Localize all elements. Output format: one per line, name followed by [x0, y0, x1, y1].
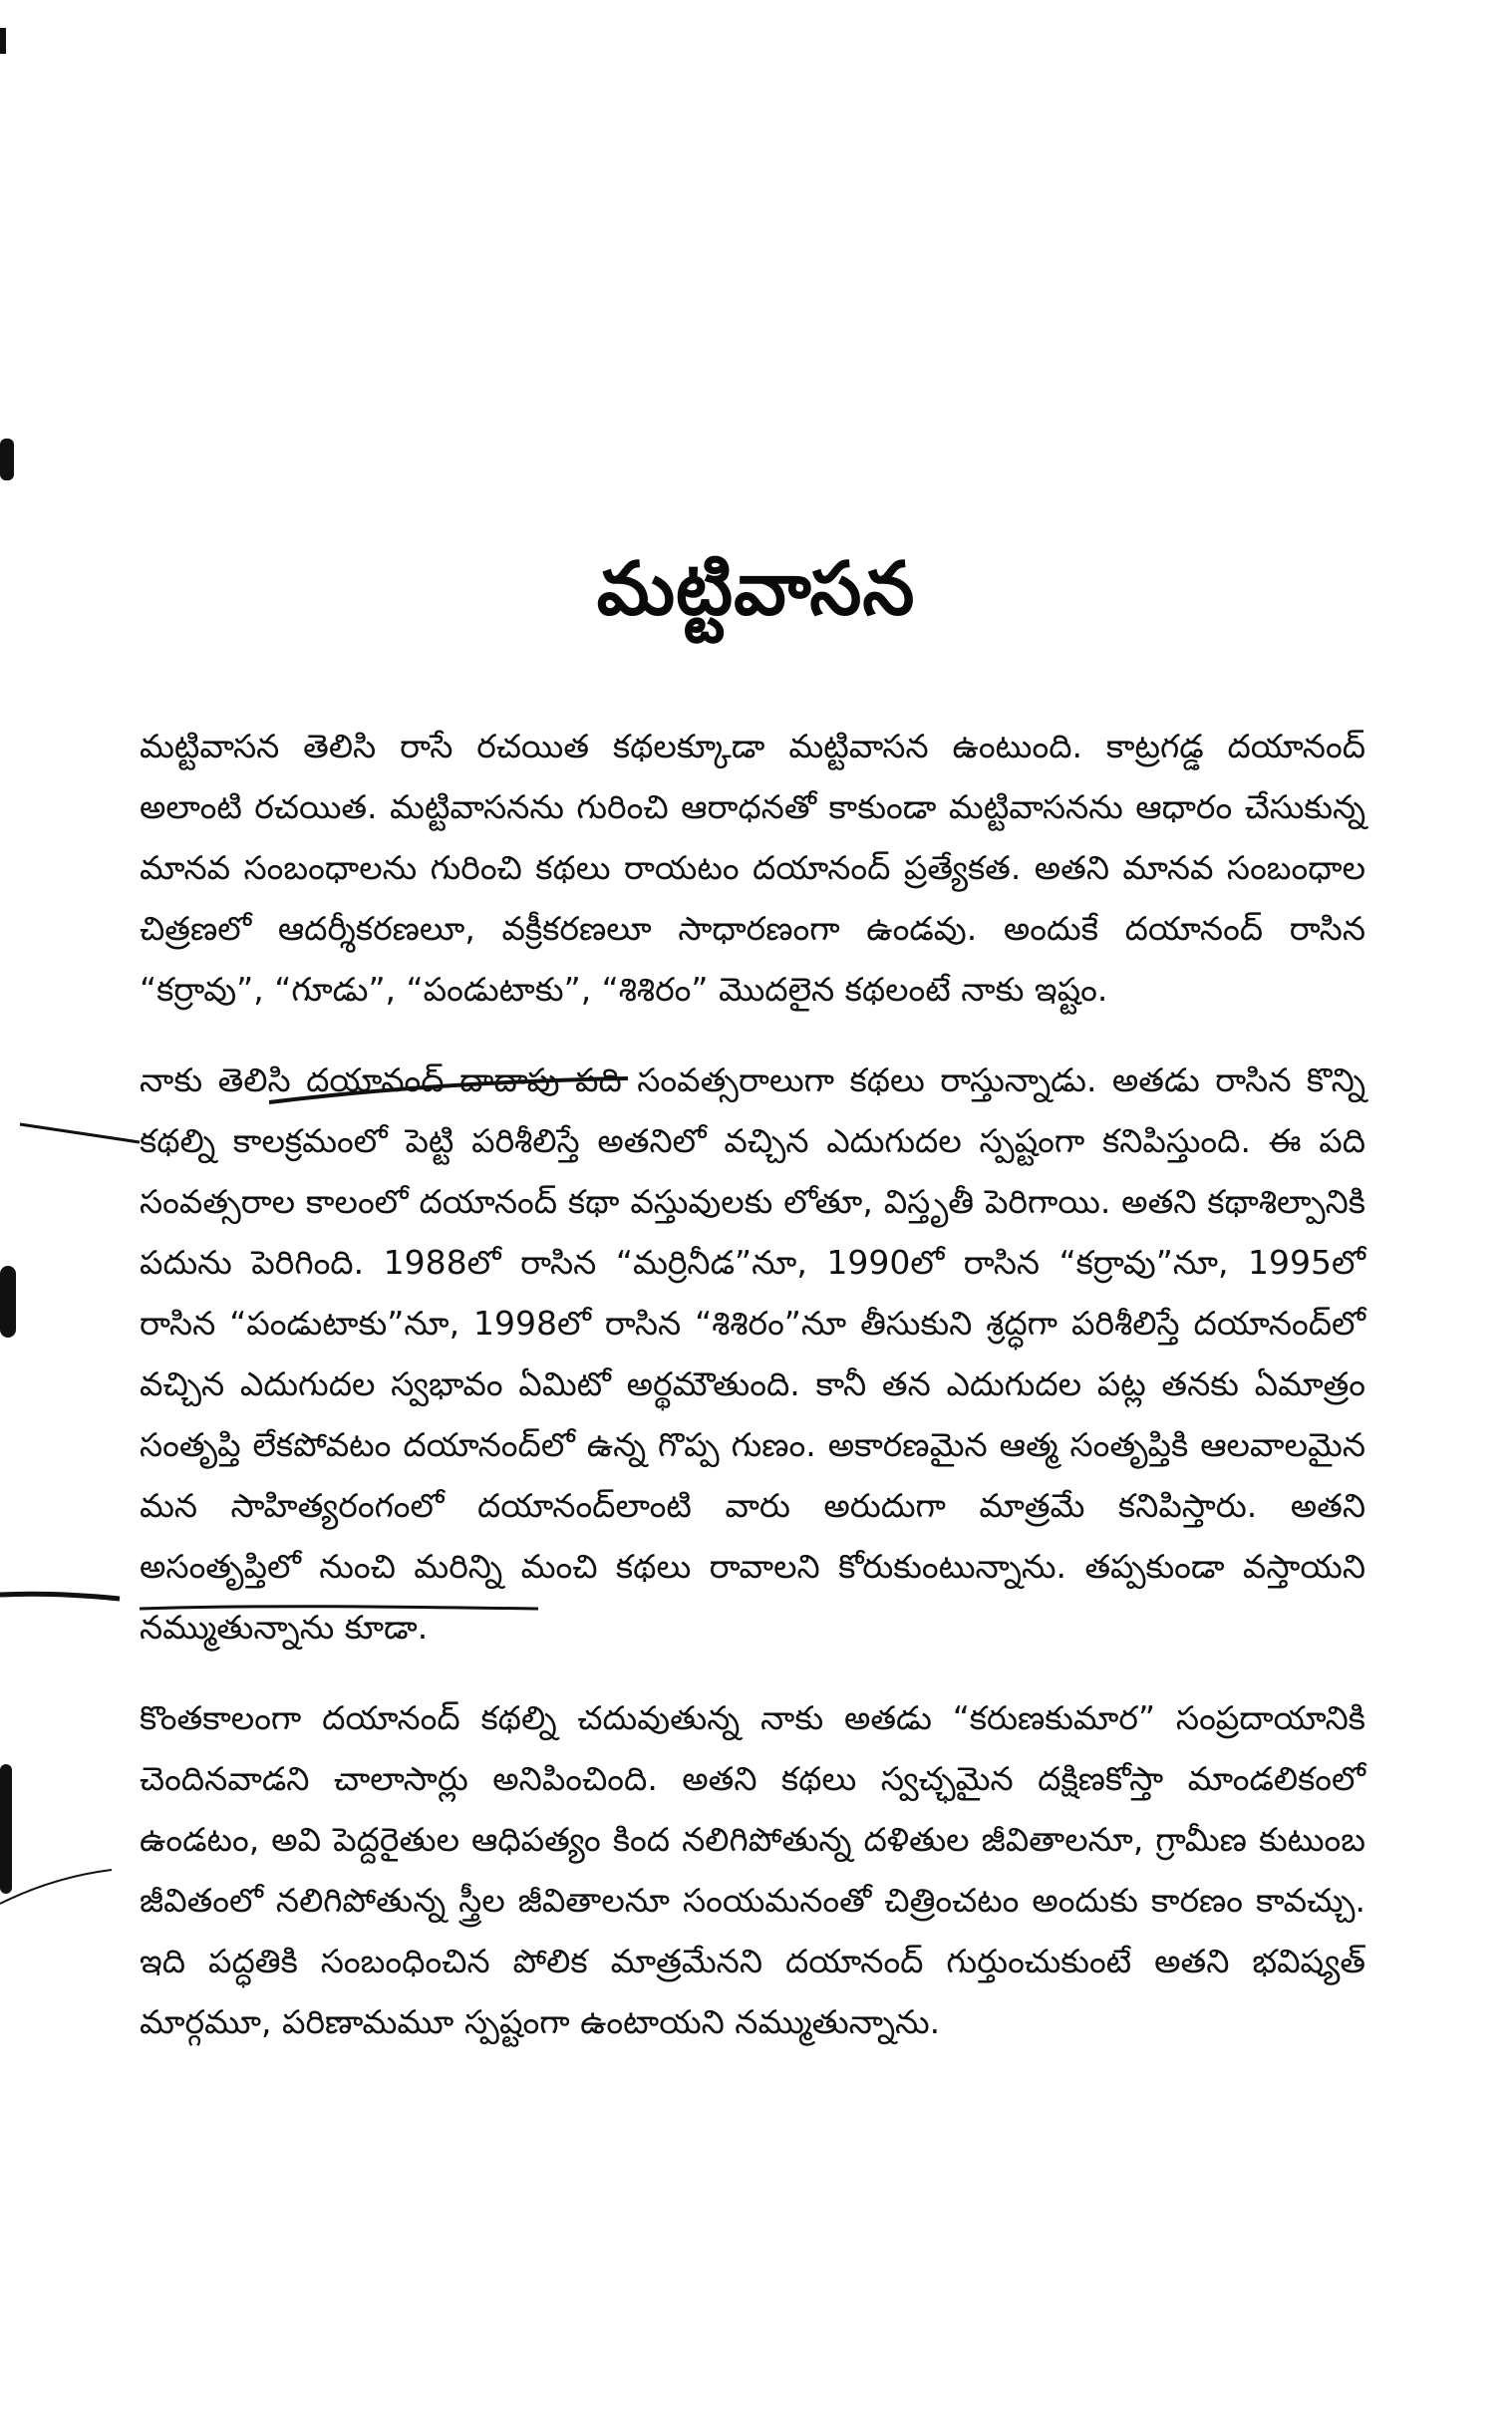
scan-mark [0, 1764, 12, 1894]
document-body [140, 716, 1365, 2052]
paragraph-2: నాకు తెలిసి దయానంద్ దాదాపు పది సంవత్సరాలుగా కథలు రాస్తున్నాడు. అతడు రాసిన కొన్ని కథల్ని కాలక్రమంలో పెట్టి పరిశీలిస్తే అతనిలో వచ్చిన ఎదుగుదల స్పష్టంగా కనిపిస్తుంది. ఈ పది సంవత్సరాల కాలంలో దయానంద్ కథా వస్తువులకు లోతూ, విస్తృతీ పెరిగాయి. అతని కథాశిల్పానికి పదును పెరిగింది. 1988లో రాసిన “మర్రినీడ”నూ, 1990లో రాసిన “కర్రావు”నూ, 1995లో రాసిన “పండుటాకు”నూ, 1998లో రాసిన “శిశిరం”నూ తీసుకుని శ్రద్ధగా పరిశీలిస్తే దయానంద్‌లో వచ్చిన ఎదుగుదల స్వభావం ఏమిటో అర్థమౌతుంది. కానీ తన ఎదుగుదల పట్ల తనకు ఏమాత్రం సంతృప్తి లేకపోవటం దయానంద్‌లో ఉన్న గొప్ప గుణం. అకారణమైన ఆత్మ సంతృప్తికి ఆలవాలమైన మన సాహిత్యరంగంలో దయానంద్‌లాంటి వారు అరుదుగా మాత్రమే కనిపిస్తారు. అతని అసంతృప్తిలో నుంచి మరిన్ని మంచి కథలు రావాలని కోరుకుంటున్నాను. తప్పకుండా వస్తాయని నమ్ముతున్నాను కూడా. [140, 1060, 1365, 1647]
paragraph-3: కొంతకాలంగా దయానంద్ కథల్ని చదువుతున్న నాకు అతడు “కరుణకుమార” సంప్రదాయానికి చెందినవాడని చాలాసార్లు అనిపించింది. అతని కథలు స్వచ్ఛమైన దక్షిణకోస్తా మాండలికంలో ఉండటం, అవి పెద్దరైతుల ఆధిపత్యం కింద నలిగిపోతున్న దళితుల జీవితాలనూ, గ్రామీణ కుటుంబ జీవితంలో నలిగిపోతున్న స్త్రీల జీవితాలనూ సంయమనంతో చిత్రించటం అందుకు కారణం కావచ్చు. ఇది పద్ధతికి సంబంధించిన పోలిక మాత్రమేనని దయానంద్ గుర్తుంచుకుంటే అతని భవిష్యత్ మార్గమూ, పరిణామమూ స్పష్టంగా ఉంటాయని నమ్ముతున్నాను. [140, 1698, 1365, 2041]
paragraph-1: మట్టివాసన తెలిసి రాసే రచయిత కథలక్కూడా మట్టివాసన ఉంటుంది. కాట్రగడ్డ దయానంద్ అలాంటి రచయిత. మట్టివాసనను గురించి ఆరాధనతో కాకుండా మట్టివాసనను ఆధారం చేసుకున్న మానవ సంబంధాలను గురించి కథలు రాయటం దయానంద్ ప్రత్యేకత. అతని మానవ సంబంధాల చిత్రణలో ఆదర్శీకరణలూ, వక్రీకరణలూ సాధారణంగా ఉండవు. అందుకే దయానంద్ రాసిన “కర్రావు”, “గూడు”, “పండుటాకు”, “శిశిరం” మొదలైన కథలంటే నాకు ఇష్టం. [140, 727, 1365, 1009]
page-title: మట్టివాసన [596, 546, 916, 632]
scan-mark [0, 1266, 16, 1338]
scan-mark [0, 439, 14, 480]
scan-mark [0, 28, 6, 54]
